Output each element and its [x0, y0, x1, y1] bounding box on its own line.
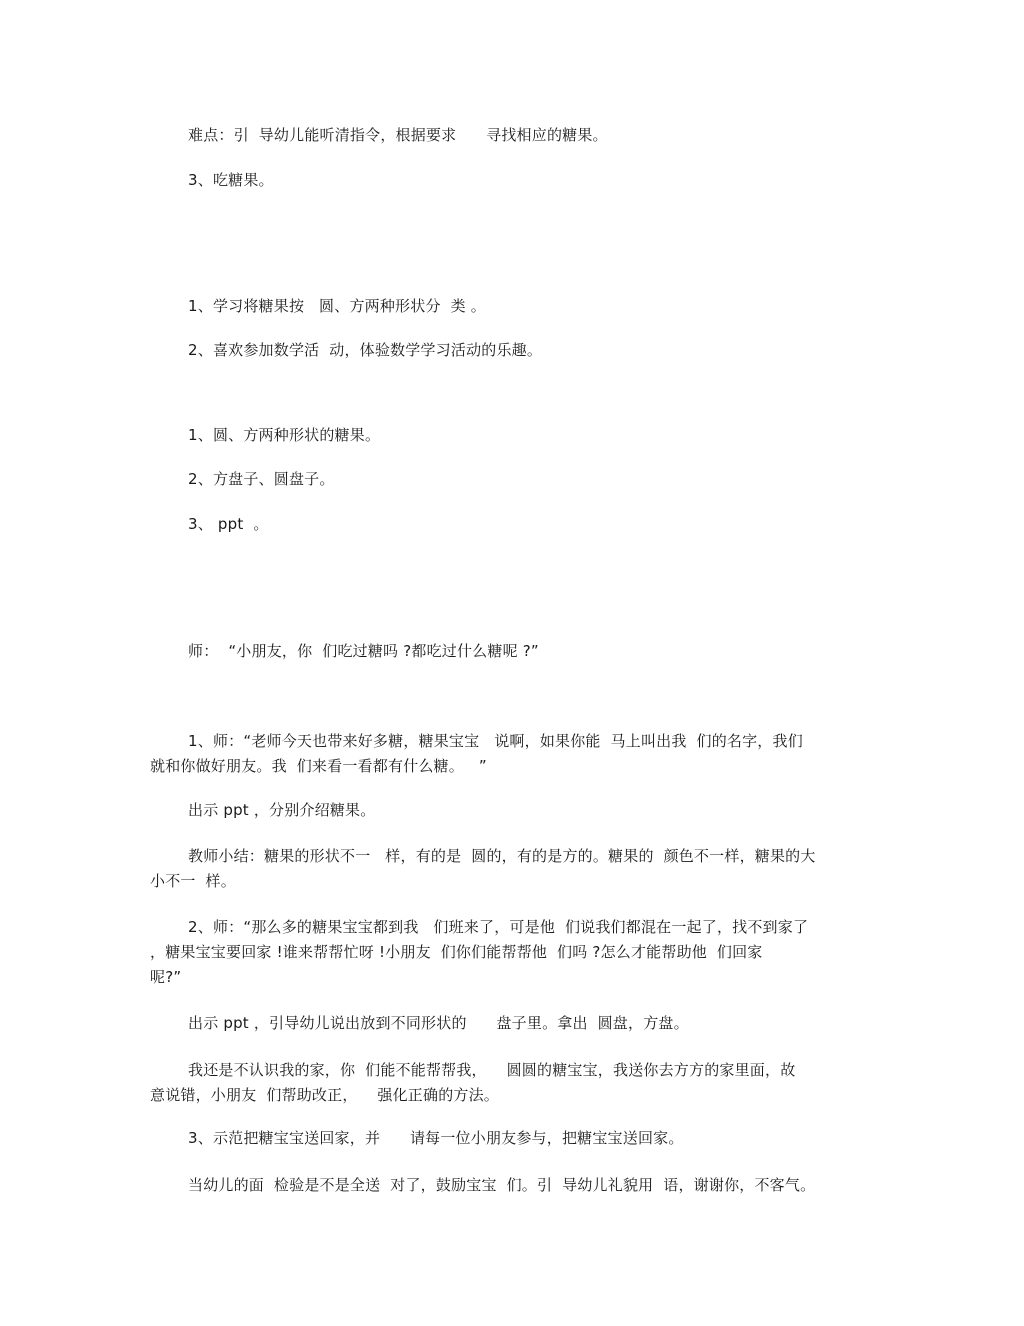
process-step-eat-candy: 3、吃糖果。 — [188, 171, 274, 189]
process-paragraph-1-line-2: 就和你做好朋友。我 们来看一看都有什么糖。 ” — [150, 757, 487, 775]
show-ppt-intro: 出示 ppt ，分别介绍糖果。 — [188, 801, 376, 819]
goal-item-2: 2、喜欢参加数学活 动，体验数学学习活动的乐趣。 — [188, 341, 543, 359]
intro-dialogue: 师： “小朋友，你 们吃过糖吗 ?都吃过什么糖呢 ?” — [188, 642, 539, 660]
material-item-2: 2、方盘子、圆盘子。 — [188, 470, 335, 488]
material-item-1: 1、圆、方两种形状的糖果。 — [188, 426, 381, 444]
teacher-summary-line-1: 教师小结：糖果的形状不一 样，有的是 圆的，有的是方的。糖果的 颜色不一样，糖果的大 — [188, 847, 816, 865]
check-and-praise: 当幼儿的面 检验是不是全送 对了，鼓励宝宝 们。引 导幼儿礼貌用 语，谢谢你，不客气。 — [188, 1176, 816, 1194]
process-paragraph-2-line-3: 呢?” — [150, 968, 182, 986]
process-paragraph-1-line-1: 1、师：“老师今天也带来好多糖，糖果宝宝 说啊，如果你能 马上叫出我 们的名字，我们 — [188, 732, 803, 750]
wrong-home-line-1: 我还是不认识我的家，你 们能不能帮帮我， 圆圆的糖宝宝，我送你去方方的家里面，故 — [188, 1061, 796, 1079]
material-item-3: 3、 ppt 。 — [188, 515, 269, 533]
show-ppt-plates: 出示 ppt ，引导幼儿说出放到不同形状的 盘子里。拿出 圆盘，方盘。 — [188, 1014, 689, 1032]
wrong-home-line-2: 意说错，小朋友 们帮助改正， 强化正确的方法。 — [150, 1086, 500, 1104]
teacher-summary-line-2: 小不一 样。 — [150, 872, 236, 890]
process-paragraph-2-line-1: 2、师：“那么多的糖果宝宝都到我 们班来了，可是他 们说我们都混在一起了，找不到家了 — [188, 918, 809, 936]
goal-item-1: 1、学习将糖果按 圆、方两种形状分 类 。 — [188, 297, 486, 315]
difficulty-point: 难点：引 导幼儿能听清指令，根据要求 寻找相应的糖果。 — [188, 126, 608, 144]
process-paragraph-2-line-2: ，糖果宝宝要回家 !谁来帮帮忙呀 !小朋友 们你们能帮帮他 们吗 ?怎么才能帮助他 们回家 — [150, 943, 763, 961]
process-paragraph-3: 3、示范把糖宝宝送回家，并 请每一位小朋友参与，把糖宝宝送回家。 — [188, 1129, 684, 1147]
